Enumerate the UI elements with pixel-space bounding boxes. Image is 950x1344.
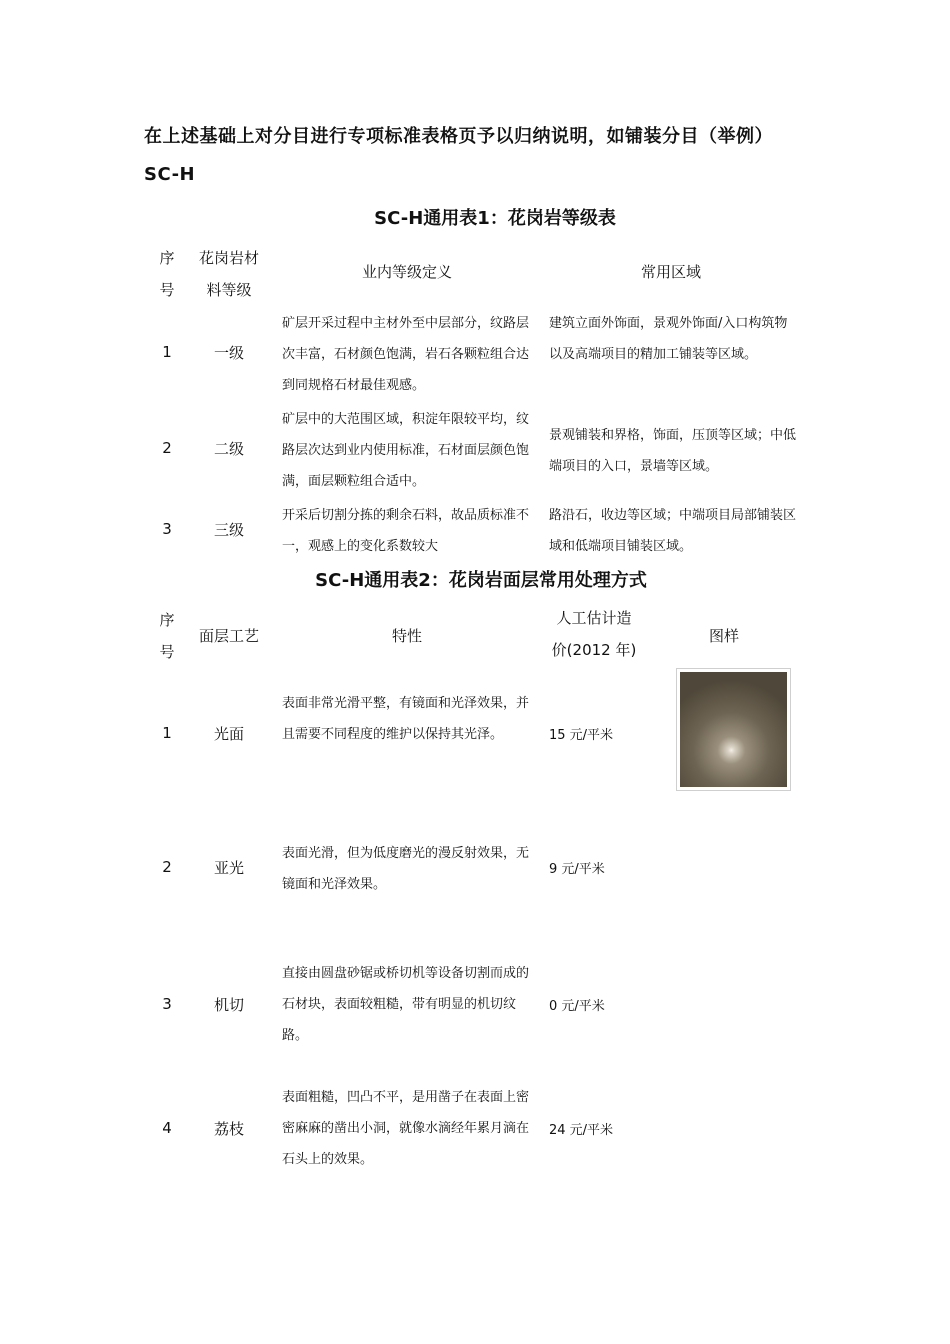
table2-row1-craft: 光面 xyxy=(213,724,244,743)
table2-row2-feature: 表面光滑，但为低度磨光的漫反射效果，无镜面和光泽效果。 xyxy=(282,846,530,892)
intro-line-2: SC-H xyxy=(144,164,196,185)
table1-row1-no: 1 xyxy=(162,343,172,361)
table1-header-area: 常用区域 xyxy=(640,262,701,281)
table2-row4-price: 24 元/平米 xyxy=(549,1123,614,1138)
table2-row4-feature: 表面粗糙，凹凸不平，是用凿子在表面上密密麻麻的凿出小洞，就像水滴经年累月滴在石头上的效果。 xyxy=(282,1090,530,1167)
table2-row3-craft: 机切 xyxy=(213,995,244,1014)
table2-row1-feature: 表面非常光滑平整，有镜面和光泽效果，并且需要不同程度的维护以保持其光泽。 xyxy=(282,696,530,742)
table2-row2-craft: 亚光 xyxy=(213,858,244,877)
table2-header-craft: 面层工艺 xyxy=(198,626,259,645)
table1-header-definition: 业内等级定义 xyxy=(361,262,452,281)
intro-paragraph xyxy=(144,118,824,194)
table2-row1-no: 1 xyxy=(162,724,172,742)
table1-row1-definition: 矿层开采过程中主材外至中层部分，纹路层次丰富，石材颜色饱满，岩石各颗粒组合达到同规格石材最佳观感。 xyxy=(282,316,530,393)
table1-row3-area: 路沿石，收边等区域；中端项目局部铺装区域和低端项目铺装区域。 xyxy=(549,508,797,554)
table2-row3-price: 0 元/平米 xyxy=(549,999,605,1014)
table1-header-grade: 花岗岩材 料等级 xyxy=(198,249,259,299)
table1-row2-grade: 二级 xyxy=(213,439,244,458)
table1-row2-area: 景观铺装和界格，饰面，压顶等区域；中低端项目的入口，景墙等区域。 xyxy=(549,428,797,474)
polished-granite-sample-image xyxy=(676,668,791,791)
table1-row3-definition: 开采后切割分拣的剩余石料，故品质标准不一，观感上的变化系数较大 xyxy=(282,508,530,554)
table2-row4-no: 4 xyxy=(162,1119,172,1137)
table2-title: SC-H通用表2：花岗岩面层常用处理方式 xyxy=(315,570,647,591)
table2-header-no: 序 号 xyxy=(159,611,175,661)
table1-row3-no: 3 xyxy=(162,520,172,538)
table2-row1-price: 15 元/平米 xyxy=(549,728,614,743)
table2-row2-price: 9 元/平米 xyxy=(549,862,605,877)
table1-title: SC-H通用表1：花岗岩等级表 xyxy=(374,208,616,229)
intro-line-1: 在上述基础上对分目进行专项标准表格页予以归纳说明，如铺装分目（举例） xyxy=(144,126,773,147)
table2-header-price: 人工估计造 价(2012 年) xyxy=(551,609,637,659)
table2-header-feature: 特性 xyxy=(391,626,422,645)
table2-row3-feature: 直接由圆盘砂锯或桥切机等设备切割而成的石材块，表面较粗糙，带有明显的机切纹路。 xyxy=(282,966,530,1043)
table2-row4-craft: 荔枝 xyxy=(213,1119,244,1138)
table1-row1-grade: 一级 xyxy=(213,343,244,362)
table2-row2-no: 2 xyxy=(162,858,172,876)
table2-row3-no: 3 xyxy=(162,995,172,1013)
table1-row1-area: 建筑立面外饰面，景观外饰面/入口构筑物以及高端项目的精加工铺装等区域。 xyxy=(549,316,788,362)
table1-header-no: 序 号 xyxy=(159,249,175,299)
table2-header-sample: 图样 xyxy=(708,626,739,645)
table1-row2-no: 2 xyxy=(162,439,172,457)
table1-row2-definition: 矿层中的大范围区域，积淀年限较平均，纹路层次达到业内使用标准，石材面层颜色饱满，面层颗粒组合适中。 xyxy=(282,412,530,489)
table1-row3-grade: 三级 xyxy=(213,520,244,539)
